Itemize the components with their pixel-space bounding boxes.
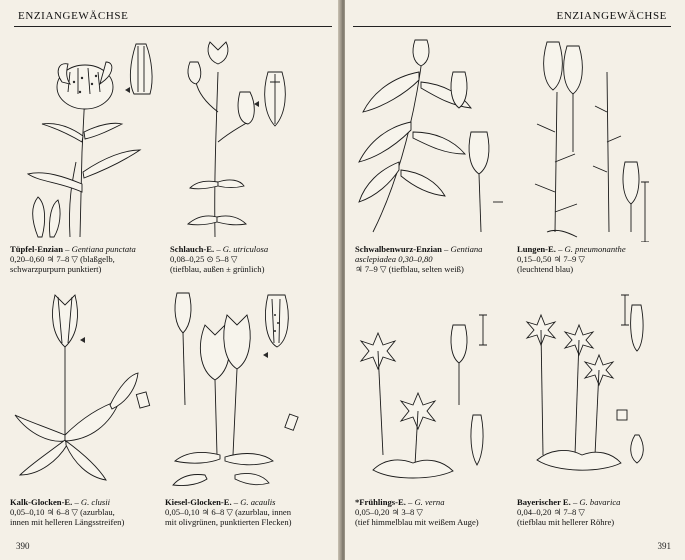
kiesel-glocken-enzian-illustration	[165, 285, 337, 495]
entry-lungen-enzian	[517, 32, 677, 282]
right-page	[345, 0, 685, 560]
entry-schlauch-enzian	[170, 32, 335, 282]
lungen-enzian-illustration	[517, 32, 677, 242]
left-page	[0, 0, 340, 560]
entry-tuepfel-enzian	[10, 32, 170, 282]
page-number: 390	[16, 541, 30, 551]
entry-fruehlings-enzian	[353, 285, 518, 540]
caption-tuepfel-enzian: Tüpfel-Enzian – Gentiana punctata 0,20–0,60 ♃ 7–8 ▽ (blaßgelb, schwarzpurpurn punktiert)	[10, 244, 136, 275]
entry-bayerischer-enzian	[517, 285, 677, 540]
schwalbenwurz-enzian-illustration	[353, 32, 518, 242]
caption-kiesel-glocken-enzian: Kiesel-Glocken-E. – G. acaulis 0,05–0,10 ♃ 6–8 ▽ (azurblau, innen mit olivgrünen, punktierten Flecken)	[165, 497, 292, 528]
page-number: 391	[657, 541, 671, 551]
entry-schwalbenwurz-enzian	[353, 32, 518, 282]
running-header: ENZIANGEWÄCHSE	[18, 10, 129, 22]
header-rule	[353, 26, 671, 27]
header-rule	[14, 26, 332, 27]
caption-lungen-enzian: Lungen-E. – G. pneumonanthe 0,15–0,50 ♃ 7–9 ▽ (leuchtend blau)	[517, 244, 626, 275]
schlauch-enzian-illustration	[170, 32, 335, 242]
entry-kalk-glocken-enzian	[10, 285, 170, 540]
kalk-glocken-enzian-illustration	[10, 285, 170, 495]
caption-bayerischer-enzian: Bayerischer E. – G. bavarica 0,04–0,20 ♃ 7–8 ▽ (tiefblau mit hellerer Röhre)	[517, 497, 621, 528]
running-header: ENZIANGEWÄCHSE	[556, 10, 667, 22]
caption-kalk-glocken-enzian: Kalk-Glocken-E. – G. clusii 0,05–0,10 ♃ 6–8 ▽ (azurblau, innen mit helleren Längsstreifen)	[10, 497, 125, 528]
tuepfel-enzian-illustration	[10, 32, 170, 242]
caption-fruehlings-enzian: *Frühlings-E. – G. verna 0,05–0,20 ♃ 3–8 ▽ (tief himmelblau mit weißem Auge)	[355, 497, 479, 528]
bayerischer-enzian-illustration	[517, 285, 677, 495]
caption-schwalbenwurz-enzian: Schwalbenwurz-Enzian – Gentiana asclepiadea 0,30–0,80 ♃ 7–9 ▽ (tiefblau, selten weiß)	[355, 244, 483, 275]
entry-kiesel-glocken-enzian	[165, 285, 337, 540]
caption-schlauch-enzian: Schlauch-E. – G. utriculosa 0,08–0,25 ⊙ 5–8 ▽ (tiefblau, außen ± grünlich)	[170, 244, 269, 275]
fruehlings-enzian-illustration	[353, 285, 518, 495]
